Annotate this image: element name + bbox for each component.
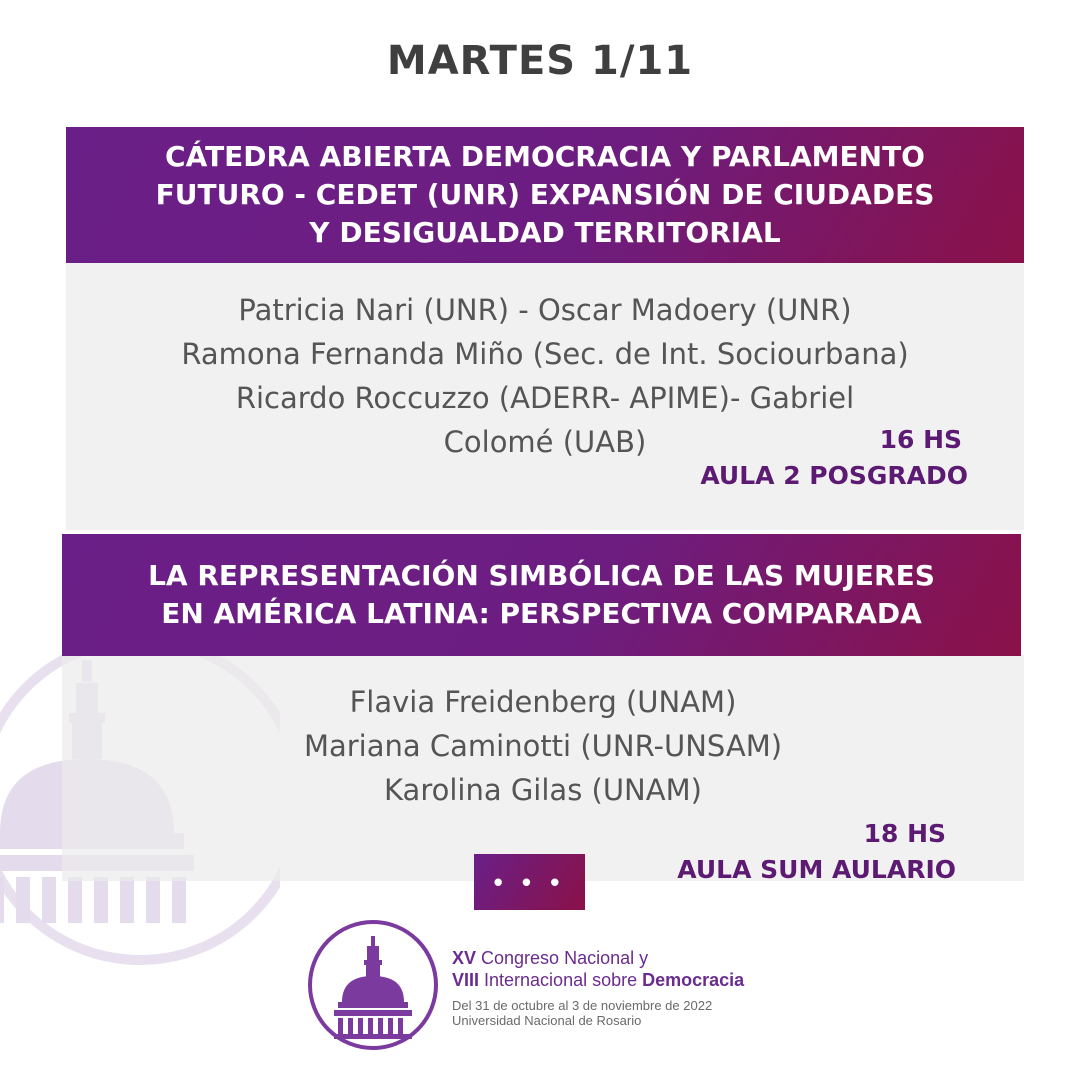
congress-name-text: Internacional sobre [479, 970, 643, 990]
speaker-line: Colomé (UAB) [443, 425, 647, 459]
session-1-title-line: Y DESIGUALDAD TERRITORIAL [309, 216, 781, 249]
page-title: MARTES 1/11 [386, 38, 694, 84]
congress-info [452, 947, 744, 1028]
speaker-line: Mariana Caminotti (UNR-UNSAM) [303, 729, 783, 763]
session-1-room: AULA 2 POSGRADO [700, 461, 968, 490]
session-2-schedule [677, 816, 956, 888]
speaker-line: Ricardo Roccuzzo (ADERR- APIME)- Gabriel [235, 381, 855, 415]
session-2-title-line: LA REPRESENTACIÓN SIMBÓLICA DE LAS MUJERES [148, 559, 935, 592]
congress-international-edition: VIII [452, 970, 480, 990]
speaker-line: Patricia Nari (UNR) - Oscar Madoery (UNR) [238, 293, 852, 327]
congress-logo-icon [306, 918, 440, 1052]
session-2-speakers [62, 680, 1024, 812]
more-button[interactable]: • • • [474, 854, 585, 910]
session-2-title-banner [62, 534, 1021, 656]
congress-university: Universidad Nacional de Rosario [452, 1013, 642, 1028]
congress-name-text: Congreso Nacional y [476, 948, 649, 968]
congress-name-line-1 [452, 947, 744, 969]
session-2-room: AULA SUM AULARIO [677, 855, 956, 884]
congress-edition: XV [452, 948, 477, 968]
session-1-title-banner [66, 127, 1024, 263]
session-1-schedule [700, 422, 968, 494]
speaker-line: Flavia Freidenberg (UNAM) [349, 685, 737, 719]
session-1-title-line: FUTURO - CEDET (UNR) EXPANSIÓN DE CIUDADES [155, 178, 935, 211]
speaker-line: Karolina Gilas (UNAM) [384, 773, 702, 807]
congress-dates: Del 31 de octubre al 3 de noviembre de 2022 [452, 998, 713, 1013]
session-1-title-line: CÁTEDRA ABIERTA DEMOCRACIA Y PARLAMENTO [165, 140, 925, 173]
congress-theme: Democracia [642, 970, 745, 990]
session-2-title-line: EN AMÉRICA LATINA: PERSPECTIVA COMPARADA [161, 597, 922, 630]
session-2-time: 18 HS [863, 819, 946, 848]
congress-name-line-2 [452, 969, 744, 991]
speaker-line: Ramona Fernanda Miño (Sec. de Int. Sociourbana) [181, 337, 909, 371]
session-1-time: 16 HS [879, 425, 962, 454]
